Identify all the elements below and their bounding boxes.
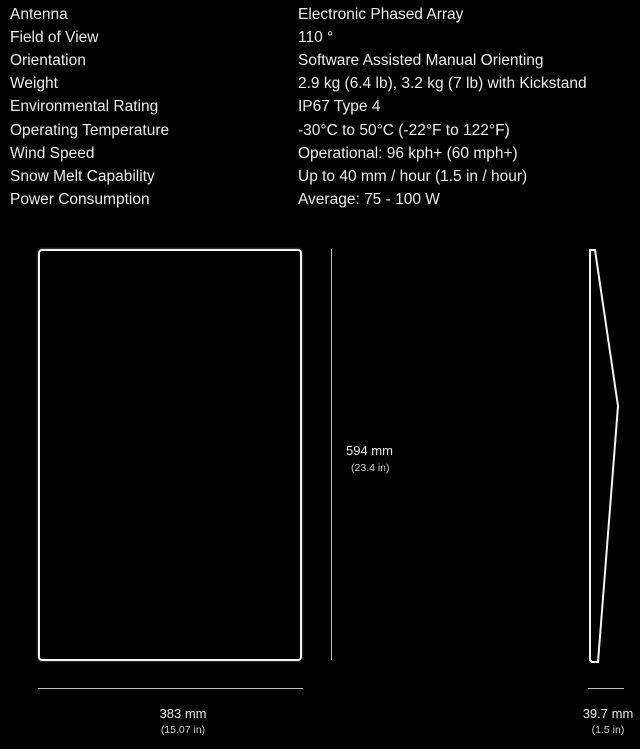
spec-value: Electronic Phased Array <box>298 6 464 23</box>
spec-row-field-of-view <box>0 26 640 49</box>
spec-label: Operating Temperature <box>10 122 170 139</box>
depth-metric-label: 39.7 mm <box>582 706 634 721</box>
spec-value: 2.9 kg (6.4 lb), 3.2 kg (7 lb) with Kickstand <box>298 75 587 92</box>
spec-value: IP67 Type 4 <box>298 98 381 115</box>
spec-row-snow-melt <box>0 165 640 188</box>
spec-label: Power Consumption <box>10 191 150 208</box>
width-imperial-label: (15.07 in) <box>160 724 206 736</box>
height-metric-label: 594 mm <box>346 443 393 458</box>
width-metric-label: 383 mm <box>159 706 207 721</box>
spec-label: Field of View <box>10 29 99 46</box>
spec-value: Average: 75 - 100 W <box>298 191 440 208</box>
spec-value: Up to 40 mm / hour (1.5 in / hour) <box>298 168 528 185</box>
spec-value: Operational: 96 kph+ (60 mph+) <box>298 145 518 162</box>
spec-row-wind-speed <box>0 142 640 165</box>
spec-row-power-consumption <box>0 188 640 211</box>
spec-value: 110 ° <box>298 29 334 46</box>
spec-label: Orientation <box>10 52 86 69</box>
spec-label: Snow Melt Capability <box>10 168 155 185</box>
height-imperial-label: (23.4 in) <box>351 462 390 474</box>
dish-side-profile <box>586 248 622 664</box>
spec-row-environmental-rating <box>0 95 640 118</box>
spec-label: Antenna <box>10 6 68 23</box>
spec-label: Weight <box>10 75 58 92</box>
spec-row-antenna <box>0 3 640 26</box>
spec-row-weight <box>0 72 640 95</box>
spec-label: Wind Speed <box>10 145 95 162</box>
spec-row-orientation <box>0 49 640 72</box>
dish-front-outline <box>38 249 302 661</box>
depth-dimension-line <box>588 688 624 689</box>
height-dimension-line <box>331 249 332 660</box>
width-dimension-line <box>38 688 303 689</box>
spec-value: Software Assisted Manual Orienting <box>298 52 544 69</box>
spec-row-operating-temperature <box>0 119 640 142</box>
spec-label: Environmental Rating <box>10 98 159 115</box>
spec-value: -30°C to 50°C (-22°F to 122°F) <box>298 122 510 139</box>
depth-imperial-label: (1.5 in) <box>591 724 625 736</box>
